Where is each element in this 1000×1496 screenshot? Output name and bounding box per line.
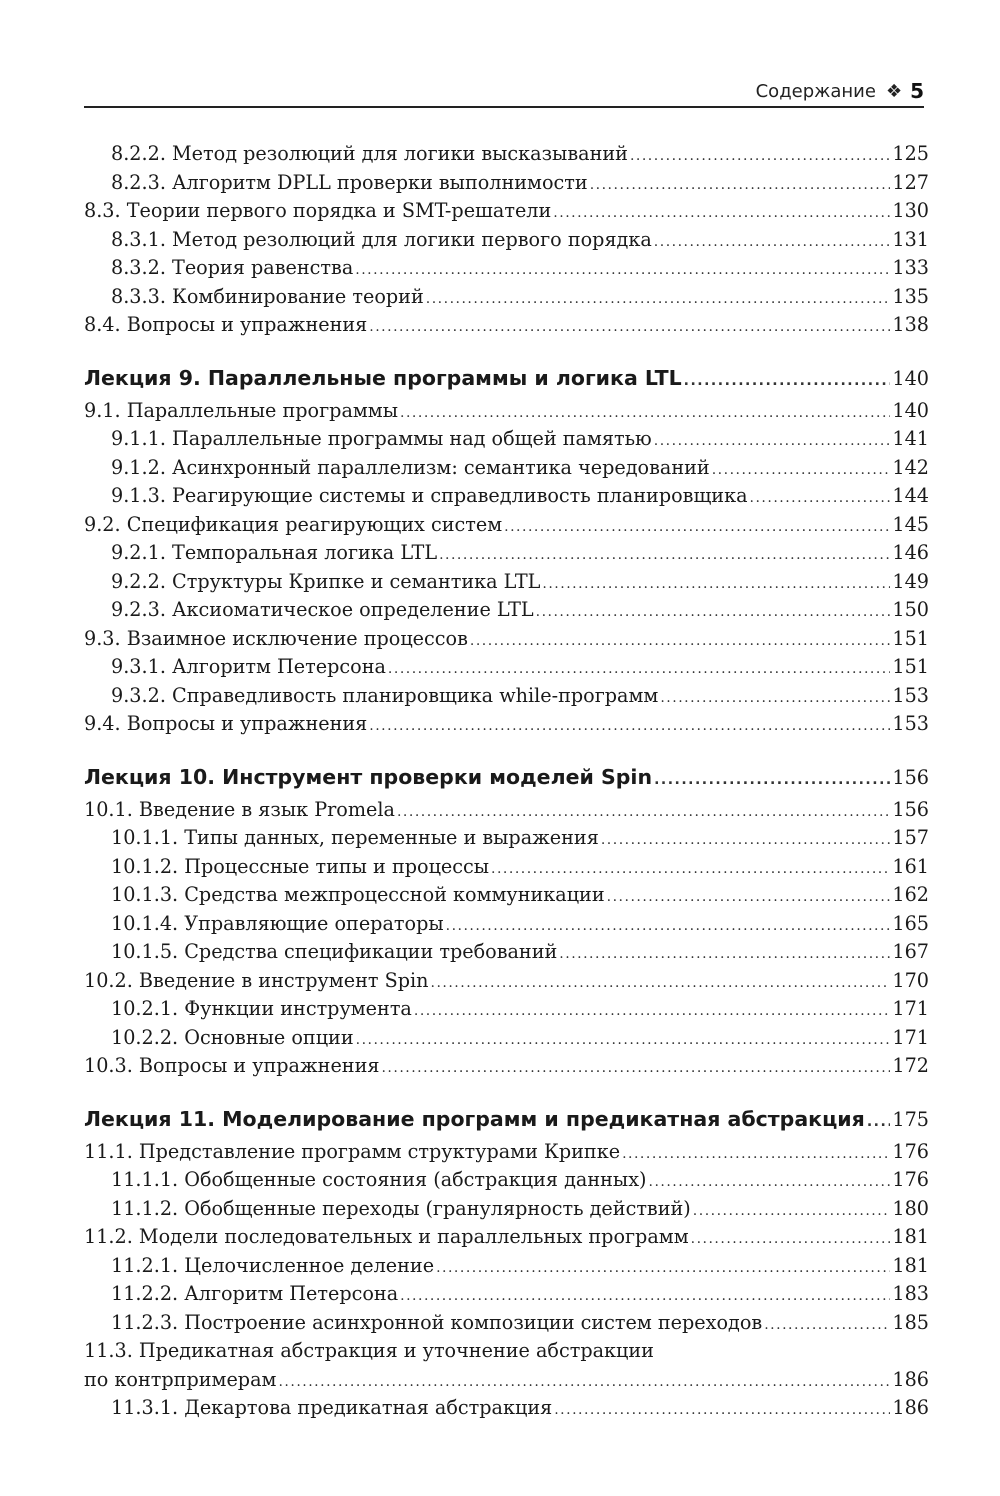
dot-leader: [654, 427, 891, 456]
toc-entry[interactable]: [84, 1166, 929, 1195]
page-ref: 180: [892, 1196, 929, 1220]
toc-entry[interactable]: [84, 254, 929, 283]
section-title: 10.1.1. Типы данных, переменные и выражения: [111, 826, 599, 849]
page-ref: 125: [892, 142, 929, 165]
page-ref: 149: [892, 569, 929, 593]
page-ref: 127: [892, 170, 929, 194]
page-ref: 183: [892, 1282, 929, 1305]
dot-leader: [553, 199, 890, 228]
toc-entry[interactable]: [84, 425, 929, 454]
section-title: 11.2.3. Построение асинхронной композиции систем переходов: [111, 1310, 763, 1334]
toc-entry[interactable]: [84, 881, 929, 910]
page-ref: 181: [892, 1253, 929, 1277]
dot-leader: [439, 541, 890, 570]
toc-entry[interactable]: [84, 454, 929, 483]
page-ref: 175: [892, 1107, 929, 1131]
page-ref: 130: [892, 199, 929, 222]
toc-entry[interactable]: [84, 1052, 929, 1081]
ornament-icon: ❖: [885, 80, 903, 102]
toc-entry[interactable]: [84, 482, 929, 511]
toc-entry[interactable]: [84, 596, 929, 625]
dot-leader: [355, 256, 890, 285]
section-title: 11.1.2. Обобщенные переходы (гранулярность действий): [111, 1196, 691, 1220]
dot-leader: [750, 484, 891, 513]
dot-leader: [607, 883, 891, 912]
section-title: 8.3.3. Комбинирование теорий: [111, 284, 424, 308]
dot-leader: [446, 912, 891, 941]
toc-entry[interactable]: [84, 140, 929, 169]
section-title: 8.2.2. Метод резолюций для логики высказываний: [111, 142, 628, 165]
dot-leader: [542, 570, 890, 599]
section-title: 9.2. Спецификация реагирующих систем: [84, 512, 503, 536]
dot-leader: [369, 712, 890, 741]
toc-entry[interactable]: [84, 1309, 929, 1338]
chapter-title: Лекция 10. Инструмент проверки моделей Spin: [84, 764, 653, 789]
toc-entry[interactable]: [84, 653, 929, 682]
section-title: 11.2. Модели последовательных и параллельных программ: [84, 1225, 689, 1248]
page-ref: 176: [892, 1168, 929, 1191]
dot-leader: [630, 142, 890, 171]
page-ref: 140: [892, 366, 929, 390]
section-title: 8.4. Вопросы и упражнения: [84, 313, 368, 336]
toc-entry[interactable]: [84, 967, 929, 996]
dot-leader: [590, 171, 891, 200]
page-ref: 172: [892, 1054, 929, 1077]
toc-entry[interactable]: [84, 283, 929, 312]
section-title: по контрпримерам: [84, 1367, 277, 1391]
page-ref: 141: [892, 427, 929, 450]
section-title: 10.2. Введение в инструмент Spin: [84, 968, 429, 992]
dot-leader: [536, 598, 891, 627]
toc-entry[interactable]: [84, 1195, 929, 1224]
section-title: 8.3.1. Метод резолюций для логики первого порядка: [111, 227, 652, 251]
dot-leader: [414, 997, 891, 1026]
toc-entry[interactable]: [84, 397, 929, 426]
page-ref: 165: [892, 911, 929, 935]
section-title: 9.2.1. Темпоральная логика LTL: [111, 541, 438, 564]
toc-entry[interactable]: [84, 226, 929, 255]
section-title: 8.3. Теории первого порядка и SMT-решатели: [84, 199, 552, 222]
toc-entry[interactable]: [84, 682, 929, 711]
dot-leader: [400, 399, 890, 428]
dot-leader: [601, 826, 891, 855]
page-ref: 153: [892, 683, 929, 707]
toc-entry[interactable]: [84, 1366, 929, 1395]
toc-entry-title[interactable]: 11.3. Предикатная абстракция и уточнение абстракции: [84, 1339, 654, 1362]
page-ref: 161: [892, 854, 929, 878]
toc-entry[interactable]: [84, 197, 929, 226]
page-ref: 171: [892, 997, 929, 1020]
dot-leader: [381, 1054, 890, 1083]
section-title: 8.2.3. Алгоритм DPLL проверки выполнимости: [111, 170, 588, 194]
dot-leader: [356, 1026, 891, 1055]
section-title: 11.1. Представление программ структурами Крипке: [84, 1139, 621, 1163]
page-ref: 176: [892, 1139, 929, 1163]
page-ref: 138: [892, 313, 929, 336]
toc-entry[interactable]: [84, 1394, 929, 1423]
section-title: 9.1.3. Реагирующие системы и справедливость планировщика: [111, 484, 748, 507]
page-ref: 150: [892, 598, 929, 621]
toc-chapter-entry[interactable]: [84, 362, 929, 394]
section-title: 10.1.5. Средства спецификации требований: [111, 940, 558, 963]
toc-entry[interactable]: [84, 1223, 929, 1252]
page-ref: 156: [892, 797, 929, 821]
toc-entry[interactable]: [84, 539, 929, 568]
toc-entry[interactable]: [84, 1252, 929, 1281]
toc-entry[interactable]: [84, 910, 929, 939]
page-ref: 162: [892, 883, 929, 906]
section-title: 10.3. Вопросы и упражнения: [84, 1054, 380, 1077]
toc-entry[interactable]: [84, 995, 929, 1024]
header-title: Содержание: [755, 80, 876, 102]
dot-leader: [431, 969, 891, 998]
toc-entry[interactable]: [84, 1280, 929, 1309]
page-ref: 133: [892, 256, 929, 279]
section-title: 9.3.2. Справедливость планировщика while-программ: [111, 683, 659, 707]
page-ref: 140: [892, 398, 929, 422]
dot-leader: [654, 764, 890, 796]
section-title: 11.1.1. Обобщенные состояния (абстракция данных): [111, 1168, 647, 1191]
page-ref: 131: [892, 227, 929, 251]
page-ref: 170: [892, 968, 929, 992]
section-title: 9.1.1. Параллельные программы над общей памятью: [111, 427, 652, 450]
dot-leader: [400, 1282, 890, 1311]
section-title: 9.3. Взаимное исключение процессов: [84, 626, 468, 650]
section-title: 9.2.2. Структуры Крипке и семантика LTL: [111, 569, 541, 593]
page-ref: 156: [892, 765, 929, 789]
chapter-title: Лекция 11. Моделирование программ и предикатная абстракция: [84, 1106, 865, 1131]
toc-entry[interactable]: [84, 625, 929, 654]
toc-entry[interactable]: [84, 1138, 929, 1167]
toc-entry[interactable]: [84, 938, 929, 967]
chapter-title: Лекция 9. Параллельные программы и логика LTL: [84, 365, 682, 390]
dot-leader: [693, 1197, 891, 1226]
toc-entry[interactable]: [84, 169, 929, 198]
page-ref: 186: [892, 1367, 929, 1391]
section-title: 8.3.2. Теория равенства: [111, 256, 354, 279]
page-ref: 153: [892, 712, 929, 735]
section-title: 10.1.2. Процессные типы и процессы: [111, 854, 490, 878]
dot-leader: [278, 1368, 890, 1397]
section-title: 11.3.1. Декартова предикатная абстракция: [111, 1396, 553, 1419]
dot-leader: [397, 798, 890, 827]
dot-leader: [622, 1140, 890, 1169]
page-ref: 185: [892, 1310, 929, 1334]
page-ref: 145: [892, 512, 929, 536]
page-ref: 186: [892, 1396, 929, 1419]
page-ref: 135: [892, 284, 929, 308]
section-title: 9.1. Параллельные программы: [84, 398, 399, 422]
toc-entry[interactable]: [84, 710, 929, 739]
section-title: 10.1.4. Управляющие операторы: [111, 911, 444, 935]
dot-leader: [764, 1311, 890, 1340]
dot-leader: [388, 655, 890, 684]
dot-leader: [654, 228, 891, 257]
dot-leader: [712, 456, 891, 485]
page-ref: 171: [892, 1025, 929, 1049]
dot-leader: [684, 365, 891, 397]
dot-leader: [491, 855, 890, 884]
dot-leader: [426, 285, 891, 314]
section-title: 9.3.1. Алгоритм Петерсона: [111, 655, 386, 678]
page-number: 5: [910, 79, 924, 103]
dot-leader: [369, 313, 890, 342]
dot-leader: [554, 1396, 890, 1425]
page-ref: 144: [892, 484, 929, 507]
section-title: 10.2.1. Функции инструмента: [111, 997, 412, 1020]
section-title: 11.2.2. Алгоритм Петерсона: [111, 1282, 399, 1305]
dot-leader: [649, 1168, 891, 1197]
dot-leader: [504, 513, 890, 542]
toc-entry[interactable]: [84, 1024, 929, 1053]
toc-chapter-entry[interactable]: [84, 761, 929, 793]
running-header: [84, 76, 924, 108]
page-ref: 157: [892, 826, 929, 849]
section-title: 9.1.2. Асинхронный параллелизм: семантика чередований: [111, 455, 710, 479]
page-ref: 151: [892, 626, 929, 650]
section-title: 9.4. Вопросы и упражнения: [84, 712, 368, 735]
section-title: 9.2.3. Аксиоматическое определение LTL: [111, 598, 534, 621]
dot-leader: [559, 940, 890, 969]
toc-chapter-entry[interactable]: [84, 1103, 929, 1135]
section-title: 11.2.1. Целочисленное деление: [111, 1253, 435, 1277]
section-title: 10.1.3. Средства межпроцессной коммуникации: [111, 883, 605, 906]
dot-leader: [867, 1106, 891, 1138]
toc-entry[interactable]: [84, 853, 929, 882]
toc-entry[interactable]: [84, 511, 929, 540]
toc-entry[interactable]: [84, 568, 929, 597]
table-of-contents: [84, 140, 929, 1423]
section-title: 10.1. Введение в язык Promela: [84, 797, 395, 821]
toc-entry[interactable]: [84, 796, 929, 825]
toc-entry[interactable]: [84, 824, 929, 853]
dot-leader: [436, 1254, 890, 1283]
page-ref: 181: [892, 1225, 929, 1248]
dot-leader: [691, 1225, 891, 1254]
toc-entry[interactable]: [84, 311, 929, 340]
page-ref: 151: [892, 655, 929, 678]
dot-leader: [660, 684, 890, 713]
page-ref: 142: [892, 455, 929, 479]
dot-leader: [470, 627, 890, 656]
section-title: 10.2.2. Основные опции: [111, 1025, 354, 1049]
page-ref: 146: [892, 541, 929, 564]
page-ref: 167: [892, 940, 929, 963]
